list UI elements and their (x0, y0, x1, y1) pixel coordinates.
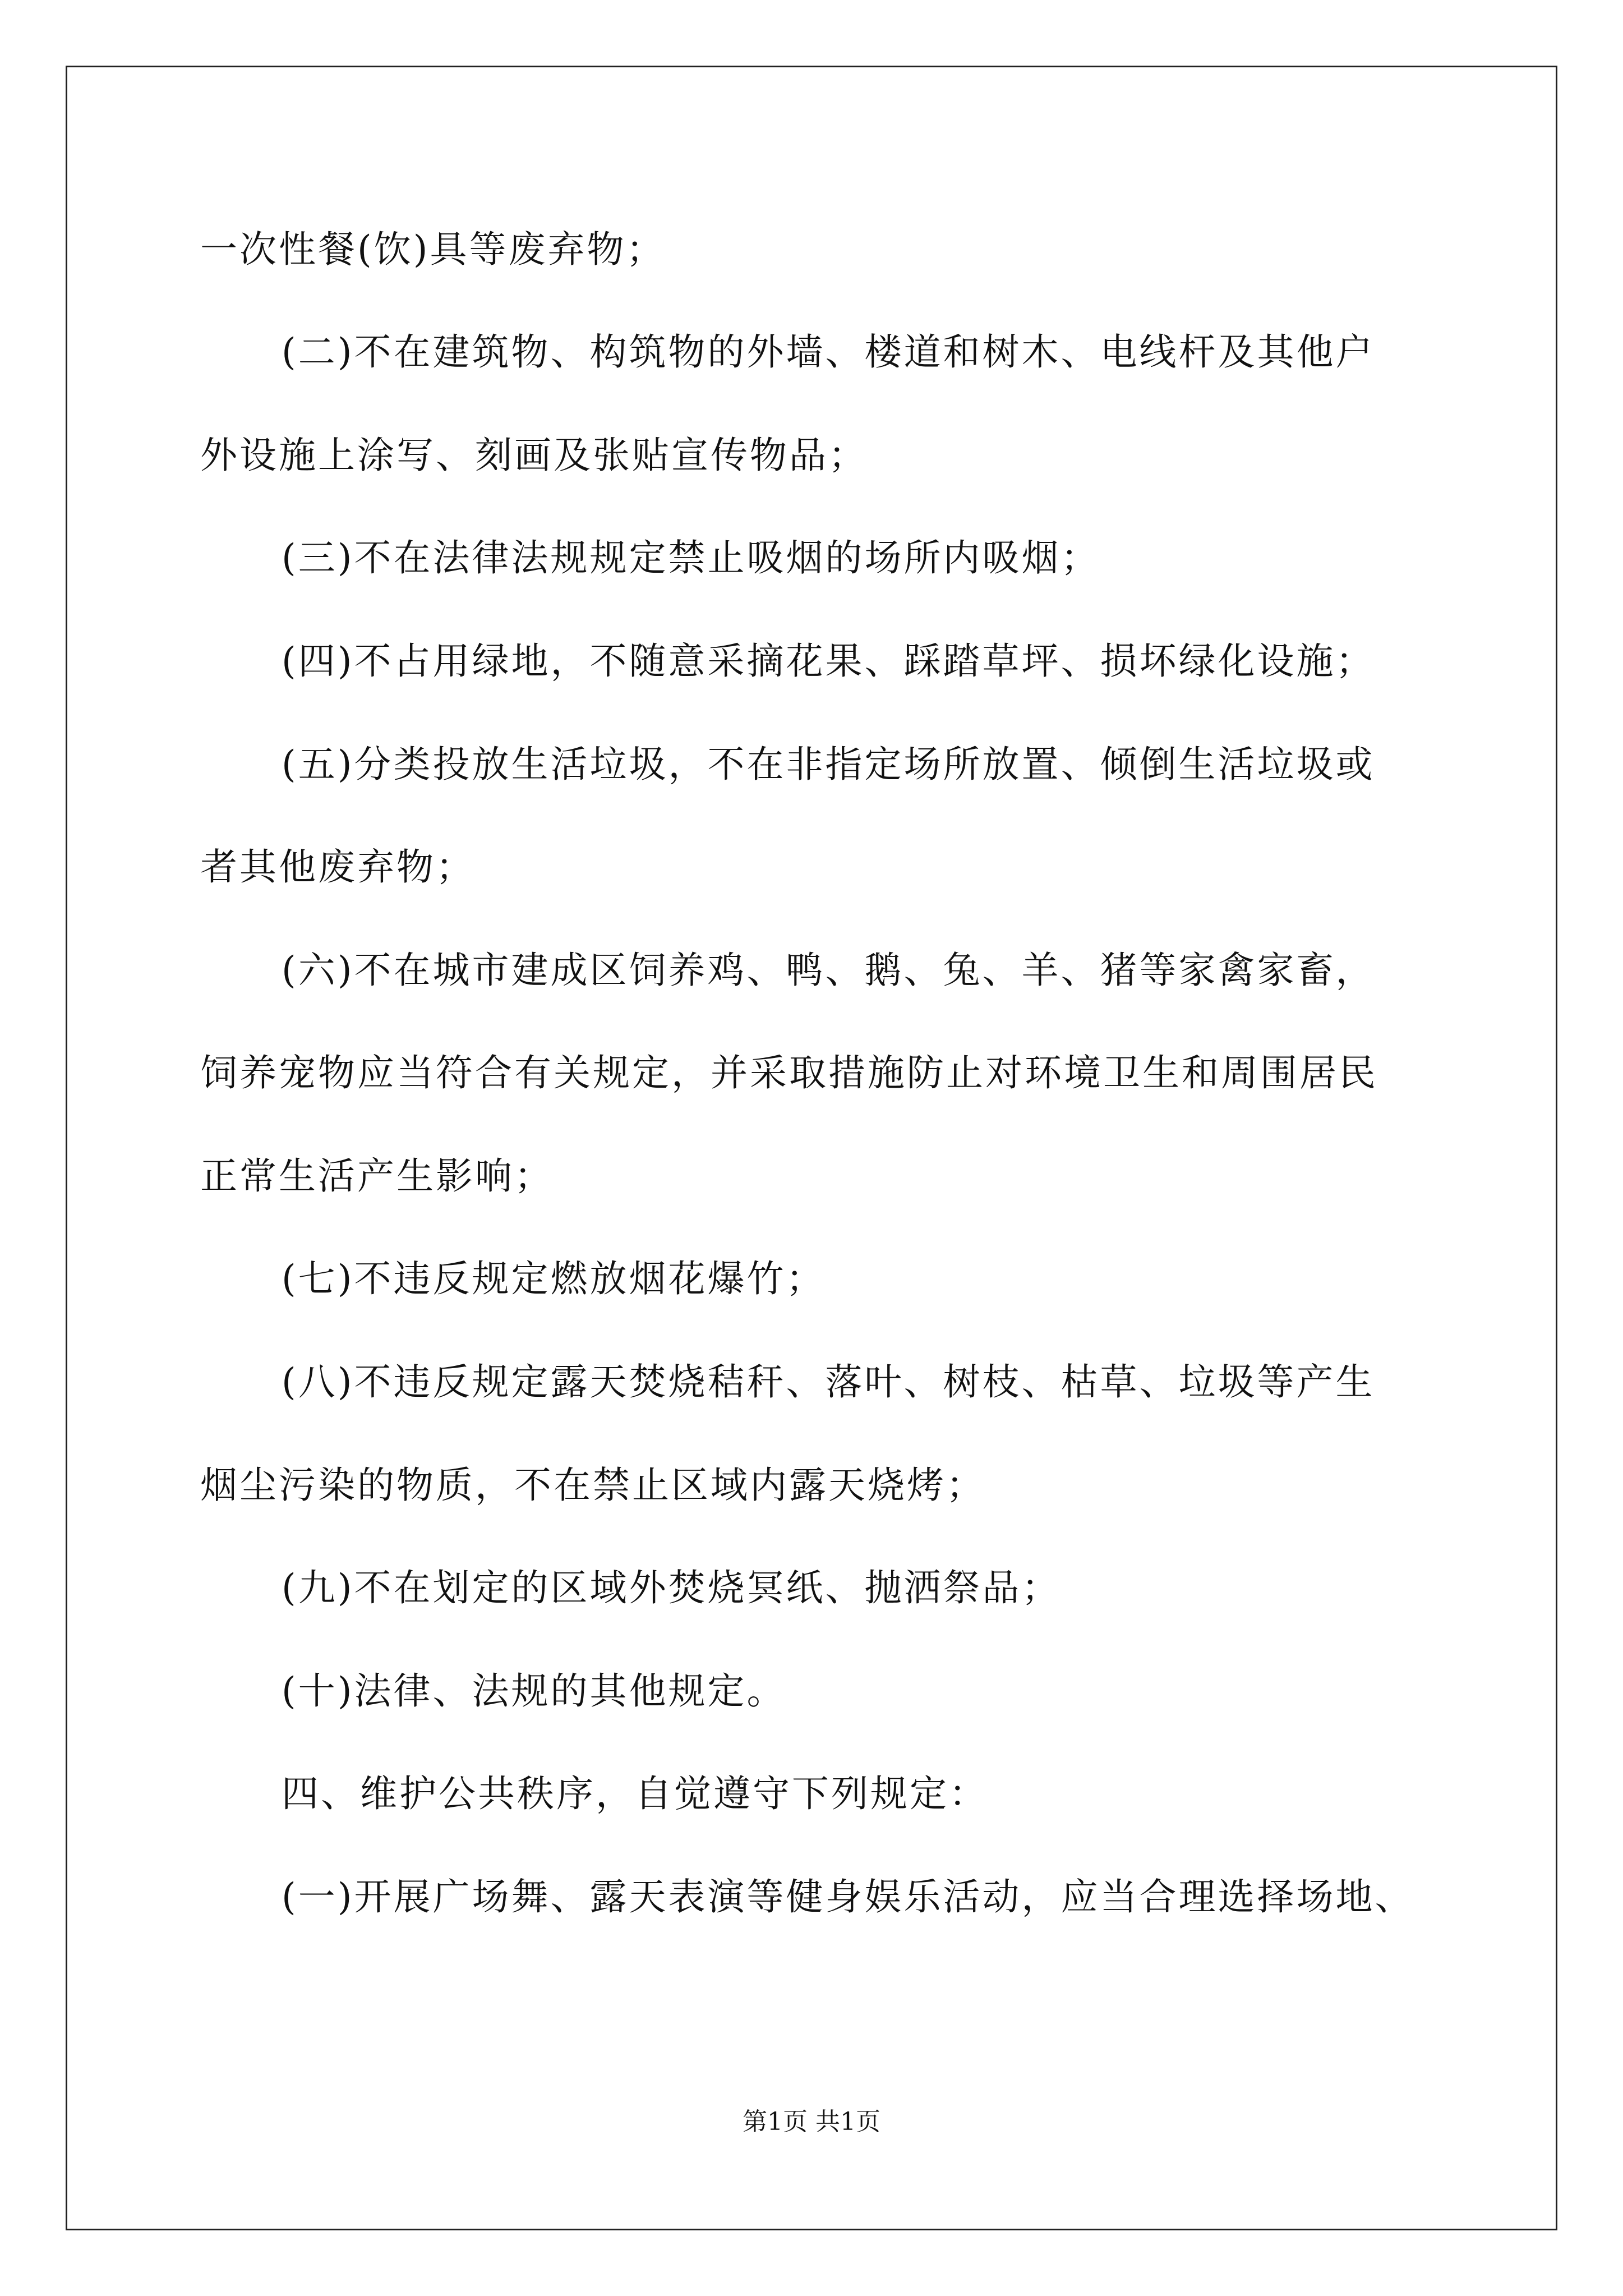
text-line-16: 四、维护公共秩序，自觉遵守下列规定： (282, 1772, 988, 1815)
text-line-2: (二)不在建筑物、构筑物的外墙、楼道和树木、电线杆及其他户 (282, 330, 1375, 374)
text-line-17: (一)开展广场舞、露天表演等健身娱乐活动，应当合理选择场地、 (282, 1875, 1414, 1918)
text-line-11: (七)不违反规定燃放烟花爆竹； (282, 1257, 826, 1300)
text-line-7: 者其他废弃物； (200, 845, 475, 889)
text-line-8: (六)不在城市建成区饲养鸡、鸭、鹅、兔、羊、猪等家禽家畜， (282, 949, 1375, 992)
text-line-14: (九)不在划定的区域外焚烧冥纸、抛洒祭品； (282, 1566, 1061, 1609)
text-line-10: 正常生活产生影响； (200, 1154, 554, 1198)
text-line-12: (八)不违反规定露天焚烧秸秆、落叶、树枝、枯草、垃圾等产生 (282, 1360, 1375, 1404)
text-line-5: (四)不占用绿地，不随意采摘花果、踩踏草坪、损坏绿化设施； (282, 639, 1375, 683)
text-line-13: 烟尘污染的物质，不在禁止区域内露天烧烤； (200, 1464, 985, 1507)
text-line-15: (十)法律、法规的其他规定。 (282, 1669, 786, 1713)
text-line-4: (三)不在法律法规规定禁止吸烟的场所内吸烟； (282, 536, 1100, 579)
page-number-footer: 第1页 共1页 (743, 2108, 880, 2136)
text-line-6: (五)分类投放生活垃圾，不在非指定场所放置、倾倒生活垃圾或 (282, 743, 1375, 786)
text-line-9: 饲养宠物应当符合有关规定，并采取措施防止对环境卫生和周围居民 (200, 1051, 1378, 1094)
text-line-3: 外设施上涂写、刻画及张贴宣传物品； (200, 434, 868, 477)
text-line-1: 一次性餐(饮)具等废弃物； (200, 228, 666, 271)
